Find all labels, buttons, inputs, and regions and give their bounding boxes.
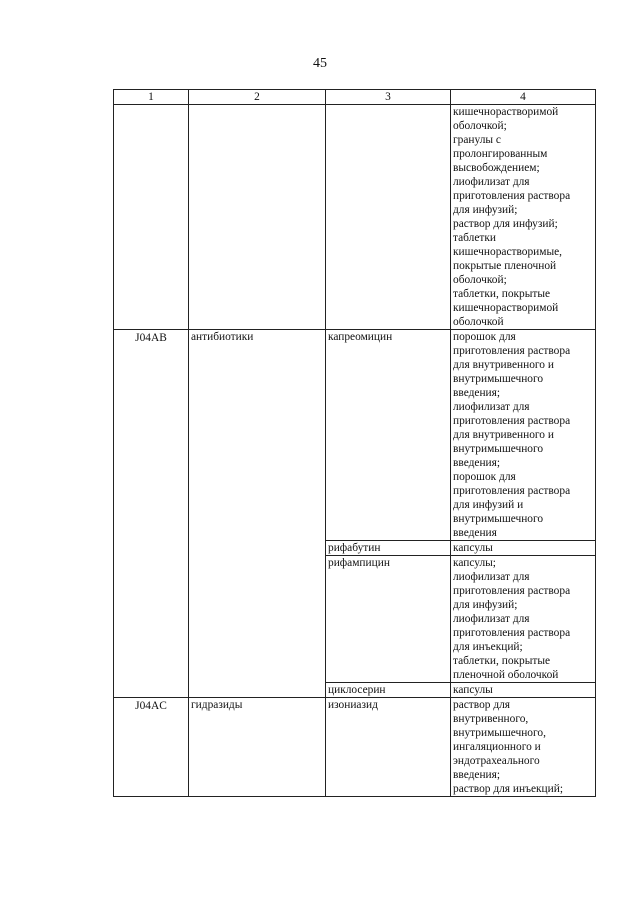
column-header-2: 2 [189, 90, 326, 105]
dosage-forms-cell: кишечнорастворимой оболочкой; гранулы с пролонгированным высвобождением; лиофилизат для приготовления раствора для инфузий; раствор для инфузий; таблетки кишечнорастворимые, покрытые пленочной оболочкой; таблетки, покрытые кишечнорастворимой оболочкой [451, 105, 596, 330]
drug-name-cell: циклосерин [326, 683, 451, 698]
dosage-forms-cell: капсулы [451, 683, 596, 698]
column-header-3: 3 [326, 90, 451, 105]
medicines-table [113, 89, 596, 797]
drug-name-cell [326, 105, 451, 330]
drug-name-cell: изониазид [326, 698, 451, 797]
dosage-forms-cell: капсулы [451, 541, 596, 556]
dosage-forms-cell: порошок для приготовления раствора для внутривенного и внутримышечного введения; лиофилизат для приготовления раствора для внутривенного и внутримышечного введения; порошок для приготовления раствора для инфузий и внутримышечного введения [451, 330, 596, 541]
column-header-4: 4 [451, 90, 596, 105]
group-cell [189, 105, 326, 330]
group-cell: антибиотики [189, 330, 326, 698]
table-row [114, 698, 596, 797]
code-cell [114, 105, 189, 330]
atc-code-cell: J04AC [114, 698, 189, 797]
table-row [114, 330, 596, 541]
column-header-1: 1 [114, 90, 189, 105]
drug-name-cell: рифабутин [326, 541, 451, 556]
dosage-forms-cell: капсулы; лиофилизат для приготовления раствора для инфузий; лиофилизат для приготовления раствора для инъекций; таблетки, покрытые пленочной оболочкой [451, 556, 596, 683]
table-header-row [114, 90, 596, 105]
dosage-forms-cell: раствор для внутривенного, внутримышечного, ингаляционного и эндотрахеального введения; раствор для инъекций; [451, 698, 596, 797]
table-row [114, 105, 596, 330]
drug-name-cell: капреомицин [326, 330, 451, 541]
drug-name-cell: рифампицин [326, 556, 451, 683]
page-number: 45 [313, 56, 327, 71]
group-cell: гидразиды [189, 698, 326, 797]
atc-code-cell: J04AB [114, 330, 189, 698]
